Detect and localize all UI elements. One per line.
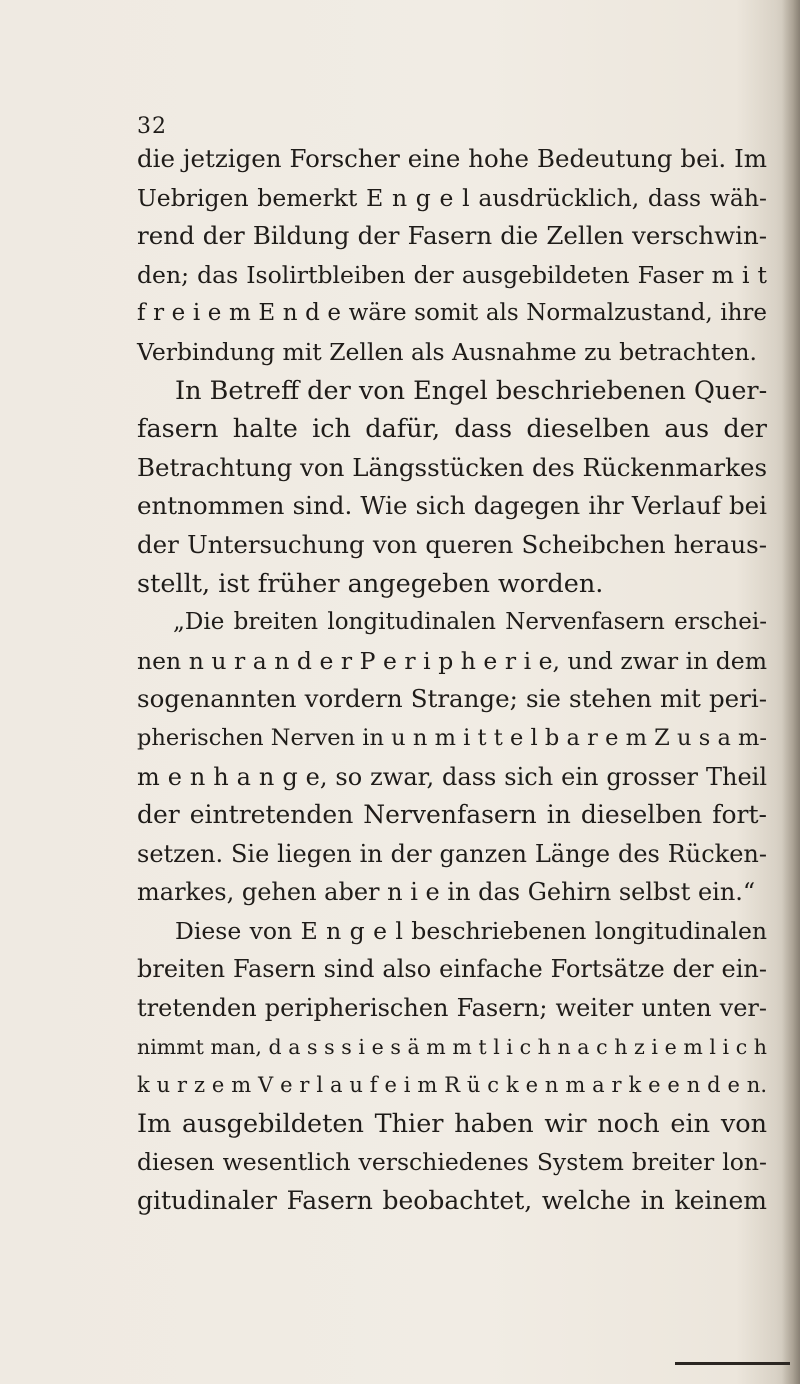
text-line: der eintretenden Nervenfasern in dieselben fort- [137, 800, 767, 830]
text-line: entnommen sind. Wie sich dagegen ihr Verlauf bei [137, 491, 767, 521]
text-line: diesen wesentlich verschiedenes System breiter lon- [137, 1148, 767, 1177]
body-text [137, 140, 767, 1221]
text-line: der Untersuchung von queren Scheibchen heraus- [137, 529, 767, 559]
page-number: 32 [137, 114, 167, 139]
text-line: breiten Fasern sind also einfache Fortsätze der ein- [137, 955, 767, 984]
text-line: Betrachtung von Längsstücken des Rückenmarkes [137, 452, 768, 482]
text-line: den; das Isolirtbleiben der ausgebildeten Faser m i t [137, 260, 767, 289]
text-line: Verbindung mit Zellen als Ausnahme zu betrachten. [137, 337, 758, 366]
bottom-rule [675, 1362, 790, 1365]
page-edge-shadow [782, 0, 800, 1384]
text-line: sogenannten vordern Strange; sie stehen mit peri- [137, 684, 767, 714]
text-line: setzen. Sie liegen in der ganzen Länge des Rücken- [137, 839, 767, 868]
text-line: In Betreff der von Engel beschriebenen Quer- [175, 375, 768, 406]
text-line: m e n h a n g e, so zwar, dass sich ein grosser Theil [137, 762, 767, 791]
text-line: pherischen Nerven in u n m i t t e l b a r e m Z u s a m- [137, 724, 767, 751]
text-line: nen n u r a n d e r P e r i p h e r i e, und zwar in dem [137, 646, 767, 675]
text-line: die jetzigen Forscher eine hohe Bedeutung bei. Im [137, 144, 767, 173]
text-line: „Die breiten longitudinalen Nervenfasern erschei- [173, 609, 767, 636]
text-line: Im ausgebildeten Thier haben wir noch ein von [137, 1108, 767, 1139]
text-line: rend der Bildung der Fasern die Zellen verschwin- [137, 221, 767, 251]
text-line: k u r z e m V e r l a u f e i m R ü c k e n m a r k e e n d e n. [137, 1073, 767, 1098]
text-line: gitudinaler Fasern beobachtet, welche in keinem [137, 1186, 767, 1216]
text-line: tretenden peripherischen Fasern; weiter unten ver- [137, 994, 767, 1023]
text-line: f r e i e m E n d e wäre somit als Normalzustand, ihre [137, 300, 767, 327]
text-line: markes, gehen aber n i e in das Gehirn selbst ein.“ [137, 878, 756, 907]
text-line: Uebrigen bemerkt E n g e l ausdrücklich, dass wäh- [137, 183, 767, 212]
text-line: stellt, ist früher angegeben worden. [137, 568, 604, 599]
text-line: fasern halte ich dafür, dass dieselben aus der [137, 414, 767, 445]
text-line: nimmt man, d a s s s i e s ä m m t l i c h n a c h z i e m l i c h [137, 1034, 767, 1059]
text-line: Diese von E n g e l beschriebenen longitudinalen [175, 916, 767, 945]
